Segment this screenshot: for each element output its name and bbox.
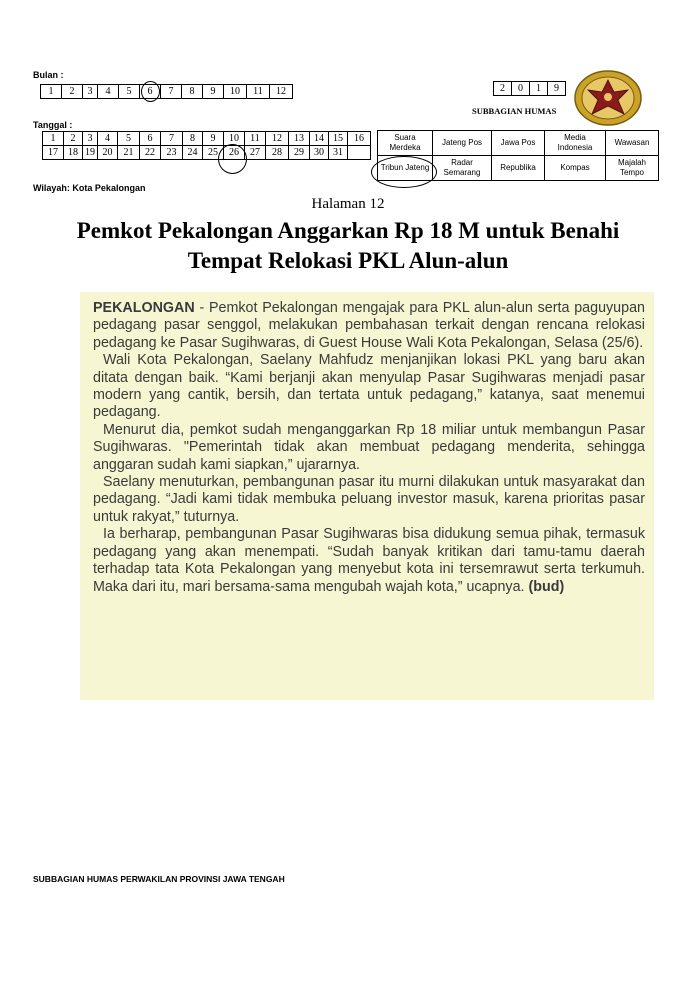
day-cell-a-5: 5: [118, 132, 140, 146]
month-grid: [40, 84, 293, 99]
wilayah-label: Wilayah: Kota Pekalongan: [33, 183, 146, 193]
day-cell-b-9: 25: [203, 146, 224, 160]
day-cell-a-11: 11: [245, 132, 266, 146]
month-cell-10: 10: [224, 85, 247, 99]
day-cell-a-4: 4: [98, 132, 118, 146]
bulan-label: Bulan :: [33, 70, 64, 80]
month-cell-5: 5: [119, 85, 140, 99]
day-cell-b-8: 24: [183, 146, 203, 160]
media-cell-b-5: Majalah Tempo: [606, 156, 659, 181]
day-cell-b-5: 21: [118, 146, 140, 160]
month-cell-1: 1: [41, 85, 62, 99]
day-cell-a-10: 10: [224, 132, 245, 146]
article-paragraph-4: Saelany menuturkan, pembangunan pasar itu murni dilakukan untuk masyarakat dan pedagang. “Jadi kami tidak membuka peluang investor masuk, karena prioritas pasar untuk rakyat,” tuturnya.: [93, 474, 645, 525]
year-digit-3: 1: [530, 82, 548, 96]
day-cell-b-13: 29: [289, 146, 310, 160]
day-selection-circle: [218, 144, 247, 174]
department-label: SUBBAGIAN HUMAS: [472, 106, 557, 116]
media-selection-circle: [371, 156, 437, 188]
media-cell-b-2: Radar Semarang: [433, 156, 492, 181]
media-cell-b-3: Republika: [492, 156, 545, 181]
day-cell-a-2: 2: [64, 132, 83, 146]
article-paragraph-1: PEKALONGAN - Pemkot Pekalongan mengajak para PKL alun-alun serta paguyupan pedagang pasar senggol, melakukan pembahasan terkait dengan rencana relokasi pedagang ke Pasar Sugihwaras, di Guest House Wali Kota Pekalongan, Selasa (25/6).: [93, 300, 645, 351]
month-cell-11: 11: [247, 85, 270, 99]
day-cell-b-15: 31: [329, 146, 348, 160]
garuda-emblem-icon: [574, 70, 642, 126]
day-cell-a-9: 9: [203, 132, 224, 146]
article-body: [93, 300, 645, 596]
day-cell-b-1: 17: [43, 146, 64, 160]
day-cell-b-2: 18: [64, 146, 83, 160]
month-cell-9: 9: [203, 85, 224, 99]
day-cell-b-3: 19: [83, 146, 98, 160]
article-title-line2: Tempat Relokasi PKL Alun-alun: [187, 248, 509, 273]
footer-text: SUBBAGIAN HUMAS PERWAKILAN PROVINSI JAWA TENGAH: [33, 874, 285, 884]
month-cell-12: 12: [270, 85, 293, 99]
day-cell-b-7: 23: [161, 146, 183, 160]
news-clipping: [80, 292, 654, 700]
month-selection-circle: [141, 81, 160, 102]
page-number: Halaman 12: [311, 196, 385, 212]
day-cell-a-6: 6: [140, 132, 161, 146]
day-cell-a-8: 8: [183, 132, 203, 146]
year-digit-1: 2: [494, 82, 512, 96]
media-cell-a-3: Jawa Pos: [492, 131, 545, 156]
media-cell-a-4: Media Indonesia: [545, 131, 606, 156]
day-grid: [42, 131, 371, 160]
media-cell-a-5: Wawasan: [606, 131, 659, 156]
day-cell-b-10: 26: [224, 146, 245, 160]
year-digit-2: 0: [512, 82, 530, 96]
day-cell-b-4: 20: [98, 146, 118, 160]
day-cell-a-3: 3: [83, 132, 98, 146]
media-cell-a-2: Jateng Pos: [433, 131, 492, 156]
dateline: PEKALONGAN: [93, 300, 195, 316]
tanggal-label: Tanggal :: [33, 120, 73, 130]
year-box: [493, 81, 566, 96]
day-cell-a-7: 7: [161, 132, 183, 146]
month-cell-8: 8: [182, 85, 203, 99]
media-cell-b-4: Kompas: [545, 156, 606, 181]
day-cell-b-12: 28: [266, 146, 289, 160]
year-digit-4: 9: [548, 82, 566, 96]
day-cell-a-14: 14: [310, 132, 329, 146]
day-cell-b-6: 22: [140, 146, 161, 160]
month-cell-6: 6: [140, 85, 161, 99]
month-cell-7: 7: [161, 85, 182, 99]
article-paragraph-3: Menurut dia, pemkot sudah menganggarkan Rp 18 miliar untuk membangun Pasar Sugihwaras. "Pemerintah tidak akan membuat pedagang menderita, sehingga anggaran sudah kami siapkan,” ujararnya.: [93, 421, 645, 473]
article-paragraph-2: Wali Kota Pekalongan, Saelany Mahfudz menjanjikan lokasi PKL yang baru akan ditata dengan baik. “Kami berjanji akan menyulap Pasar Sugihwaras menjadi pasar modern yang cantik, bersih, dan tertata untuk pedagang,” katanya, saat menemui pedagang.: [93, 352, 645, 421]
day-cell-a-12: 12: [266, 132, 289, 146]
day-cell-b-11: 27: [245, 146, 266, 160]
month-cell-3: 3: [83, 85, 98, 99]
article-title-line1: Pemkot Pekalongan Anggarkan Rp 18 M untuk Benahi: [76, 218, 620, 243]
month-cell-4: 4: [98, 85, 119, 99]
byline: (bud): [528, 578, 565, 595]
media-cell-b-1: Tribun Jateng: [378, 156, 433, 181]
day-cell-a-13: 13: [289, 132, 310, 146]
day-cell-b-16: [348, 146, 371, 160]
media-cell-a-1: Suara Merdeka: [378, 131, 433, 156]
article-paragraph-5: Ia berharap, pembangunan Pasar Sugihwaras bisa didukung semua pihak, termasuk pedagang yang akan menempati. “Sudah banyak kritikan dari tamu-tamu daerah terhadap tata Kota Pekalongan yang menyebut kota ini tersemrawut serta terkumuh. Maka dari itu, mari bersama-sama mengubah wajah kota,” ucapnya. (bud): [93, 526, 645, 595]
day-cell-a-1: 1: [43, 132, 64, 146]
day-cell-a-15: 15: [329, 132, 348, 146]
day-cell-a-16: 16: [348, 132, 371, 146]
month-cell-2: 2: [62, 85, 83, 99]
day-cell-b-14: 30: [310, 146, 329, 160]
